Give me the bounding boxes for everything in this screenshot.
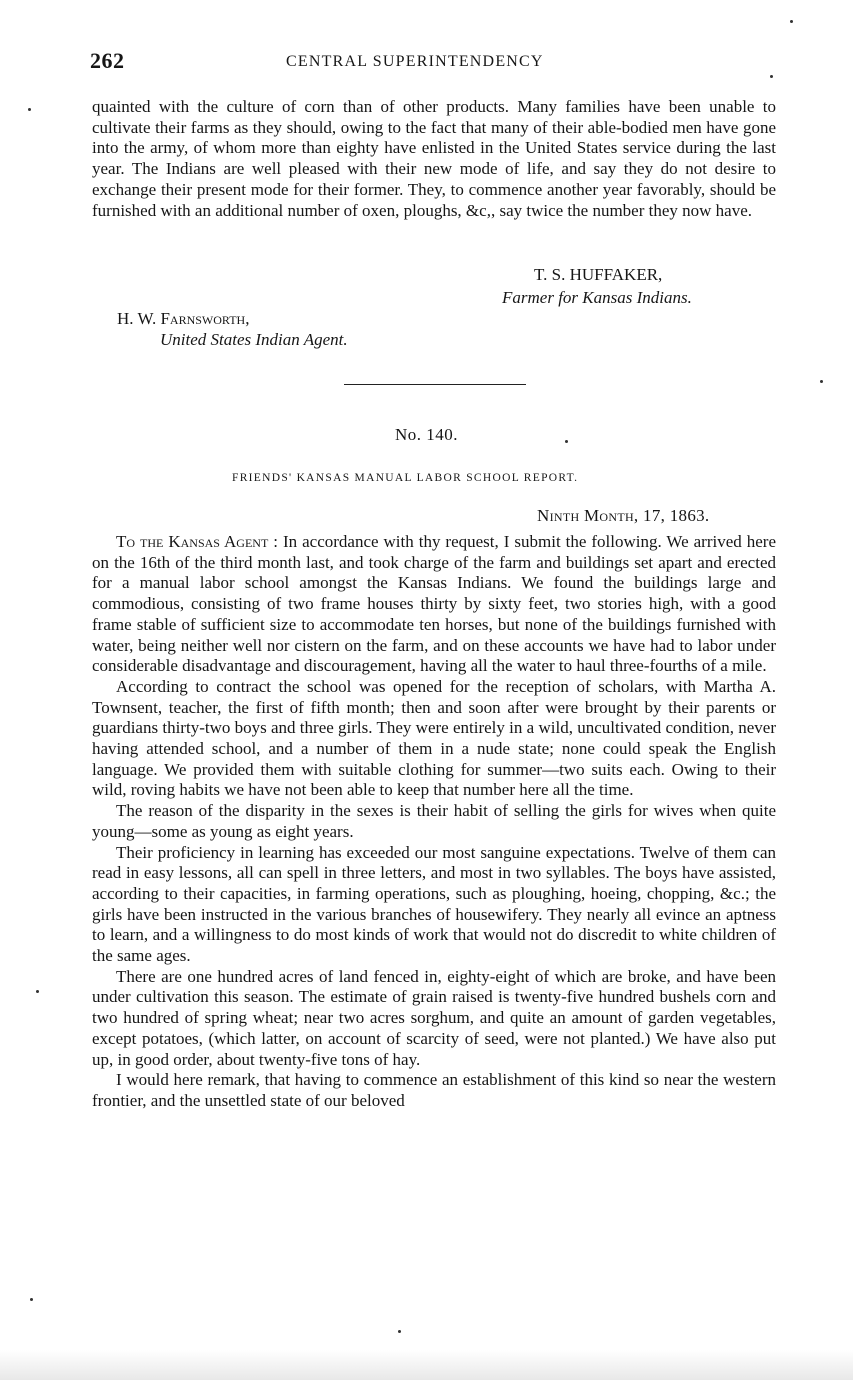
paragraph-2: According to contract the school was opened for the reception of scholars, with Martha A. Townsent, teacher, the first of fifth month; then and soon after were brought by their parents or guardians thirty-two boys and three girls. They were entirely in a wild, uncultivated condition, never having attended school, and a number of them in a nude state; none could speak the English language. We provided them with suitable clothing for summer—two suits each. Owing to their wild, roving habits we have not been able to keep that number here all the time. [92,676,776,800]
paragraph-6: I would here remark, that having to commence an establishment of this kind so near the western frontier, and the unsettled state of our beloved [92,1070,776,1110]
addressee-name [117,308,249,329]
report-body [92,532,776,1112]
document-date: Ninth Month, 17, 1863. [537,506,710,525]
running-head: CENTRAL SUPERINTENDENCY [286,53,544,70]
paragraph-1-text: In accordance with thy request, I submit the following. We arrived here on the 16th of the third month last, and took charge of the farm and buildings set apart and erected for a manual labor school amongst the Kansas Indians. We found the buildings large and commodious, consisting of two frame houses thirty by sixty feet, two stories high, with a good frame stable of sufficient size to accommodate ten horses, but none of the buildings furnished with water, being neither well nor cistern on the farm, and on these accounts we have had to labor under considerable disadvantage and discouragement, having all the water to haul three-fourths of a mile. [92,532,777,676]
scan-speck [28,108,31,111]
document-number: No. 140. [394,425,459,444]
scan-speck [790,20,793,23]
scan-speck [30,1298,33,1301]
addressee-name-text: H. W. Farnsworth, [117,309,250,328]
scan-speck [36,990,39,993]
scan-speck [770,75,773,78]
paragraph-4: Their proficiency in learning has exceeded our most sanguine expectations. Twelve of them can read in easy lessons, all can spell in three letters, and most in two syllables. The boys have assisted, according to their capacities, in farming operations, such as ploughing, hoeing, chopping, &c.; the girls have been instructed in the various branches of housewifery. They nearly all evince an aptness to learn, and a willingness to do most kinds of work that would not do discredit to white children of the same ages. [92,842,776,966]
signature-name: T. S. HUFFAKER, [534,265,663,284]
section-divider [344,384,526,385]
scan-edge [0,1350,853,1380]
signature-title: Farmer for Kansas Indians. [502,288,692,307]
continuation-paragraph: quainted with the culture of corn than of other products. Many families have been unable to cultivate their farms as they should, owing to the fact that many of their able-bodied men have gone into the army, of whom more than eighty have enlisted in the United States service during the last year. The Indians are well pleased with their new mode of life, and say they do not desire to exchange their present mode for their former. They, to commence another year favorably, should be furnished with an additional number of oxen, ploughs, &c,, say twice the number they now have. [92,97,776,220]
scan-speck [565,440,568,443]
page-header [90,48,776,78]
paragraph-3: The reason of the disparity in the sexes is their habit of selling the girls for wives when quite young—some as young as eight years. [92,801,776,841]
continuation-block [92,97,776,221]
salutation: To the Kansas Agent : [116,532,278,551]
paragraph-1 [92,532,776,677]
page-number: 262 [90,48,125,73]
scan-speck [398,1330,401,1333]
paragraph-5: There are one hundred acres of land fenced in, eighty-eight of which are broke, and have been under cultivation this season. The estimate of grain raised is twenty-five hundred bushels corn and two hundred of spring wheat; near two acres sorghum, and quite an amount of garden vegetables, except potatoes, (which latter, on account of scarcity of seed, were not planted.) We have also put up, in good order, about twenty-five tons of hay. [92,966,776,1069]
document-title: FRIENDS' KANSAS MANUAL LABOR SCHOOL REPORT. [232,472,579,484]
scan-speck [820,380,823,383]
addressee-title: United States Indian Agent. [160,330,348,349]
